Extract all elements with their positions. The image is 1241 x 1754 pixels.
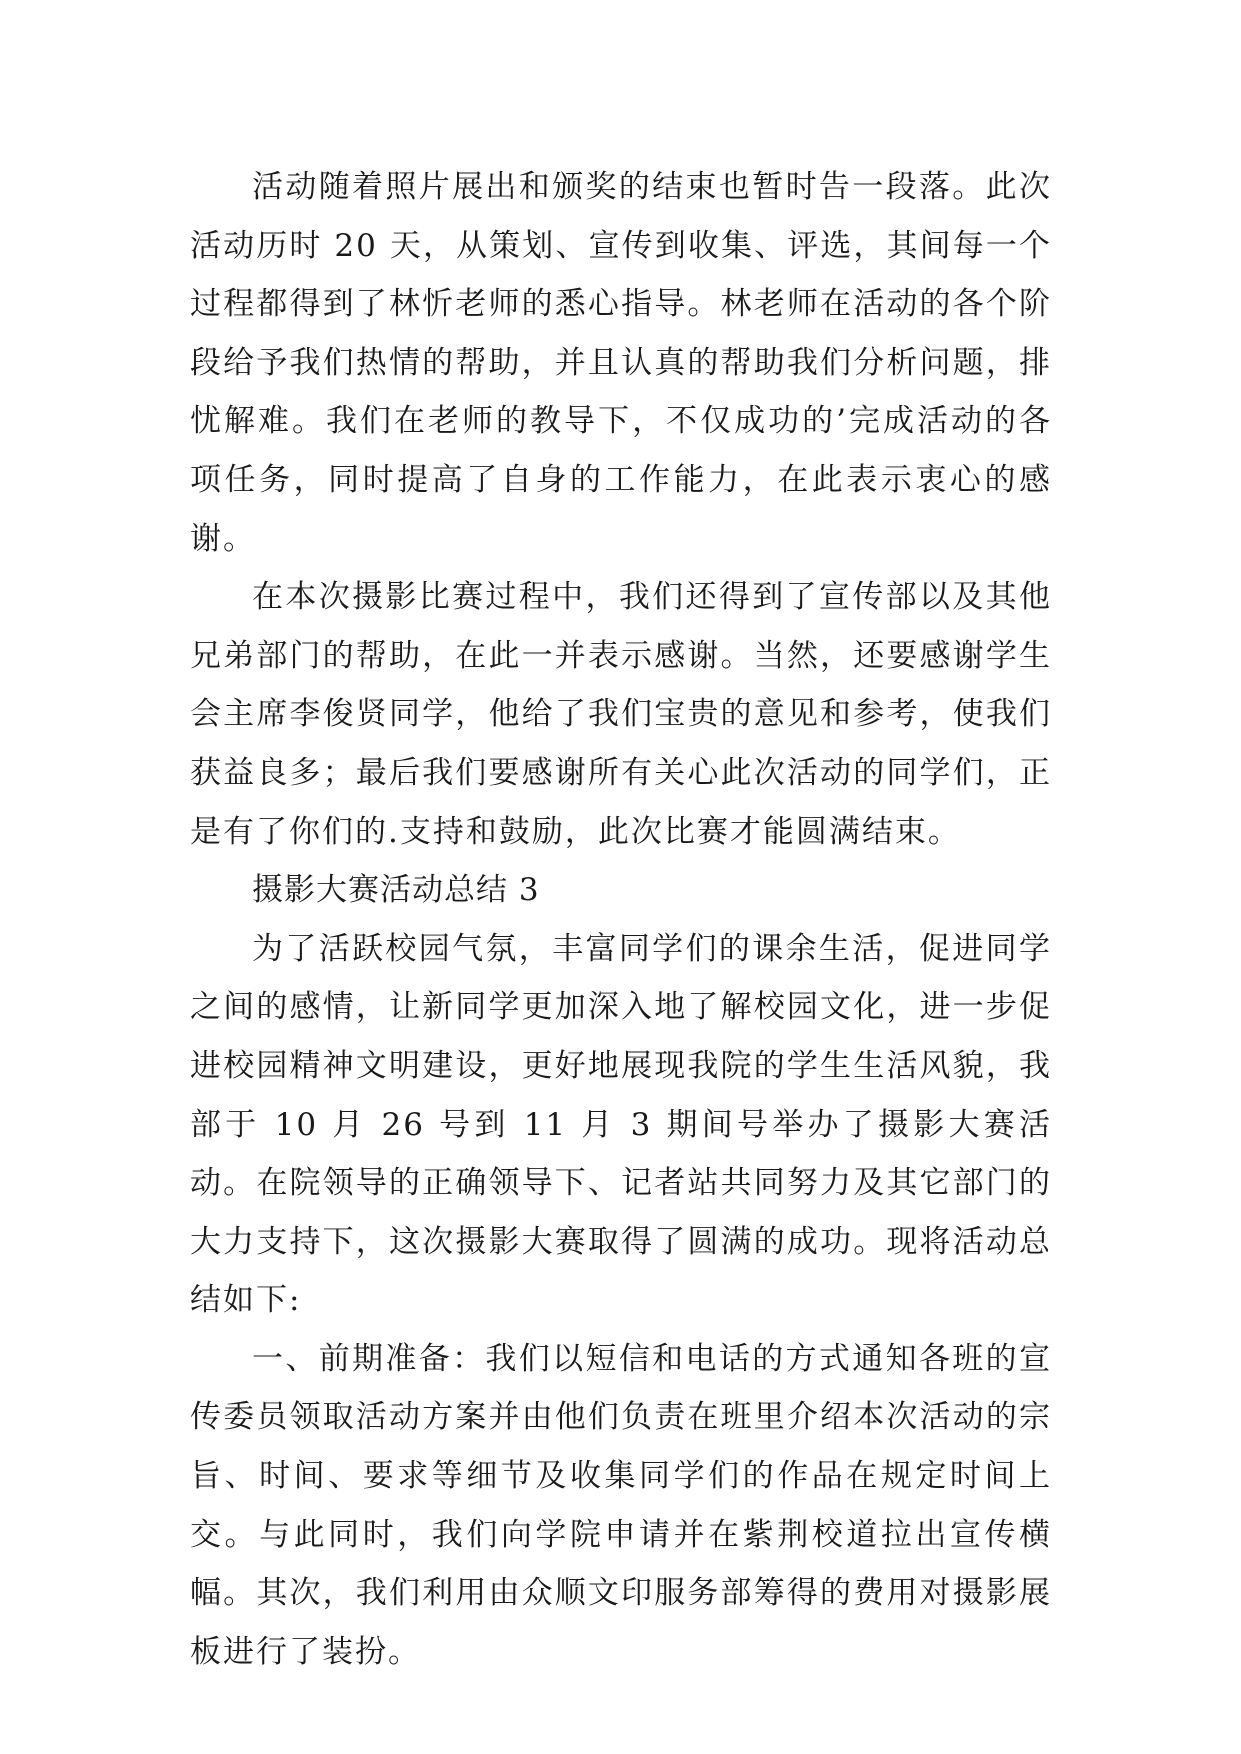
paragraph-section-intro: 为了活跃校园气氛，丰富同学们的课余生活，促进同学之间的感情，让新同学更加深入地了解校园文化，进一步促进校园精神文明建设，更好地展现我院的学生生活风貌，我部于 10 月 26 号到 11 月 3 期间号举办了摄影大赛活动。在院领导的正确领导下、记者站共同努力及其它部门的大力支持下，这次摄影大赛取得了圆满的成功。现将活动总结如下:: [190, 930, 1052, 1319]
section-heading: 摄影大赛活动总结 3: [252, 872, 540, 909]
paragraph-activity-conclusion: 活动随着照片展出和颁奖的结束也暂时告一段落。此次活动历时 20 天，从策划、宣传到收集、评选，其间每一个过程都得到了林忻老师的悉心指导。林老师在活动的各个阶段给予我们热情的帮助，并且认真的帮助我们分析问题，排忧解难。我们在老师的教导下，不仅成功的’完成活动的各项任务，同时提高了自身的工作能力，在此表示衷心的感谢。: [190, 169, 1052, 557]
paragraph-acknowledgements: 在本次摄影比赛过程中，我们还得到了宣传部以及其他兄弟部门的帮助，在此一并表示感谢。当然，还要感谢学生会主席李俊贤同学，他给了我们宝贵的意见和参考，使我们获益良多；最后我们要感谢所有关心此次活动的同学们，正是有了你们的.支持和鼓励，此次比赛才能圆满结束。: [190, 579, 1052, 850]
paragraph-preparation: 一、前期准备：我们以短信和电话的方式通知各班的宣传委员领取活动方案并由他们负责在班里介绍本次活动的宗旨、时间、要求等细节及收集同学们的作品在规定时间上交。与此同时，我们向学院申请并在紫荆校道拉出宣传横幅。其次，我们利用由众顺文印服务部筹得的费用对摄影展板进行了装扮。: [190, 1340, 1052, 1670]
document-body: [190, 158, 1052, 1681]
